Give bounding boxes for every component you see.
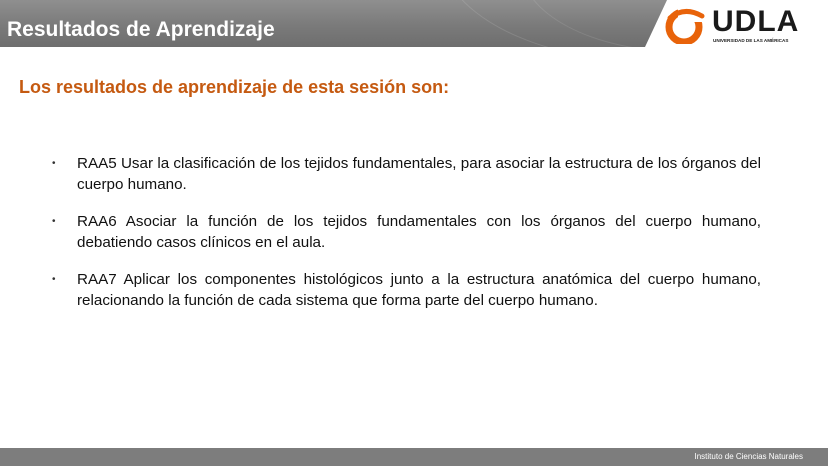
list-item-text: RAA6 Asociar la función de los tejidos fundamentales con los órganos del cuerpo humano, debatiendo casos clínicos en el aula. xyxy=(77,213,761,251)
logo-wordmark: UDLA xyxy=(712,5,800,38)
logo-subtitle: UNIVERSIDAD DE LAS AMÉRICAS xyxy=(713,38,789,43)
footer-text: Instituto de Ciencias Naturales xyxy=(694,452,803,461)
list-item xyxy=(50,269,761,311)
bullet-icon: • xyxy=(52,274,56,285)
list-item-text: RAA5 Usar la clasificación de los tejidos fundamentales, para asociar la estructura de los órganos del cuerpo humano. xyxy=(77,155,761,193)
list-item xyxy=(50,153,761,195)
udla-logo-icon xyxy=(664,8,708,44)
bullet-icon: • xyxy=(52,216,56,227)
list-item xyxy=(50,211,761,253)
list-item-text: RAA7 Aplicar los componentes histológicos junto a la estructura anatómica del cuerpo humano, relacionando la función de cada sistema que forma parte del cuerpo humano. xyxy=(77,271,761,309)
slide-title: Resultados de Aprendizaje xyxy=(7,18,275,41)
learning-outcomes-list xyxy=(50,153,761,327)
bullet-icon: • xyxy=(52,158,56,169)
section-subtitle: Los resultados de aprendizaje de esta sesión son: xyxy=(19,77,450,97)
footer-bar xyxy=(0,448,828,466)
